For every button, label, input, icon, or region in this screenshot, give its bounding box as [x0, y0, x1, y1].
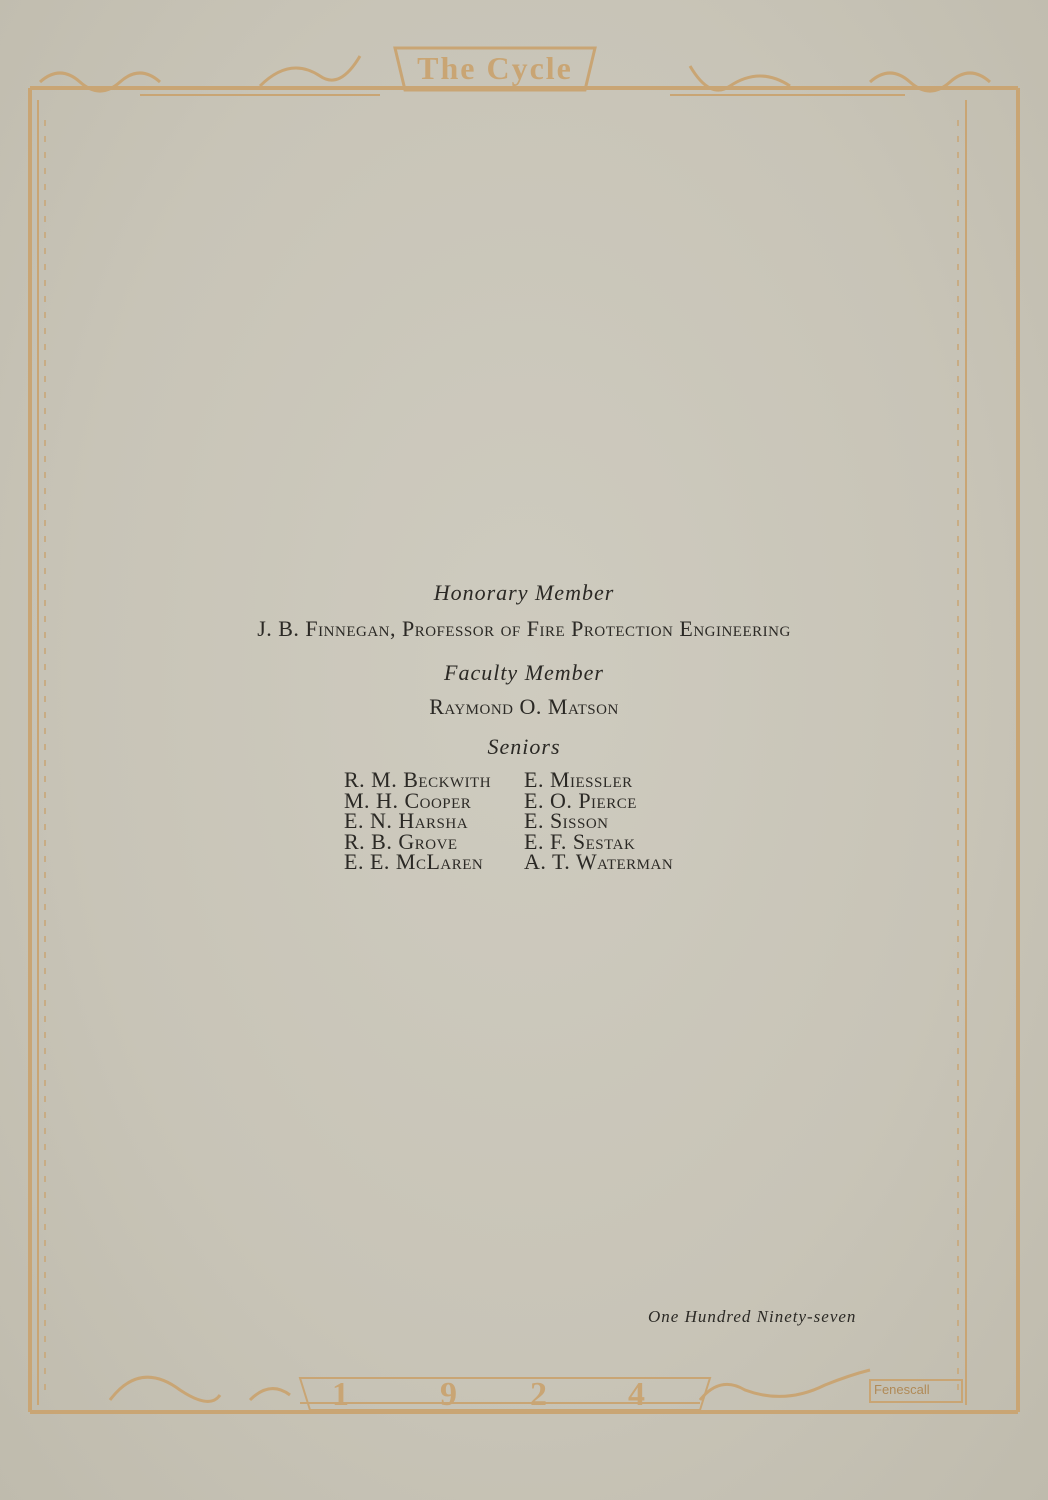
seniors-heading: Seniors	[487, 734, 561, 759]
senior-name: E. E. McLaren	[344, 849, 484, 874]
senior-name: E. Sisson	[524, 808, 609, 833]
seniors-list	[0, 767, 1048, 874]
senior-name: E. Miessler	[524, 767, 633, 792]
year-digit-1: 1	[332, 1376, 349, 1413]
membership-list	[0, 578, 1048, 873]
year-digit-4: 4	[628, 1376, 645, 1413]
senior-name: R. B. Grove	[344, 828, 458, 854]
senior-name: E. O. Pierce	[524, 787, 637, 813]
faculty-member-line: Raymond O. Matson	[429, 694, 619, 719]
page-number: One Hundred Ninety-seven	[648, 1307, 857, 1326]
artist-signature: Fenescall	[874, 1382, 930, 1397]
senior-name: M. H. Cooper	[344, 787, 472, 813]
seniors-column-right	[524, 767, 704, 874]
senior-name: E. F. Sestak	[524, 828, 636, 854]
year-digit-3: 2	[530, 1376, 547, 1413]
senior-name: R. M. Beckwith	[344, 767, 492, 792]
year-digit-2: 9	[440, 1376, 457, 1413]
faculty-member-heading: Faculty Member	[444, 660, 604, 685]
honorary-member-heading: Honorary Member	[433, 580, 615, 605]
honorary-member-line: J. B. Finnegan, Professor of Fire Protection Engineering	[257, 616, 791, 641]
frame-title: The Cycle	[417, 50, 573, 86]
seniors-column-left	[344, 767, 524, 874]
senior-name: A. T. Waterman	[524, 849, 674, 874]
senior-name: E. N. Harsha	[344, 808, 469, 833]
